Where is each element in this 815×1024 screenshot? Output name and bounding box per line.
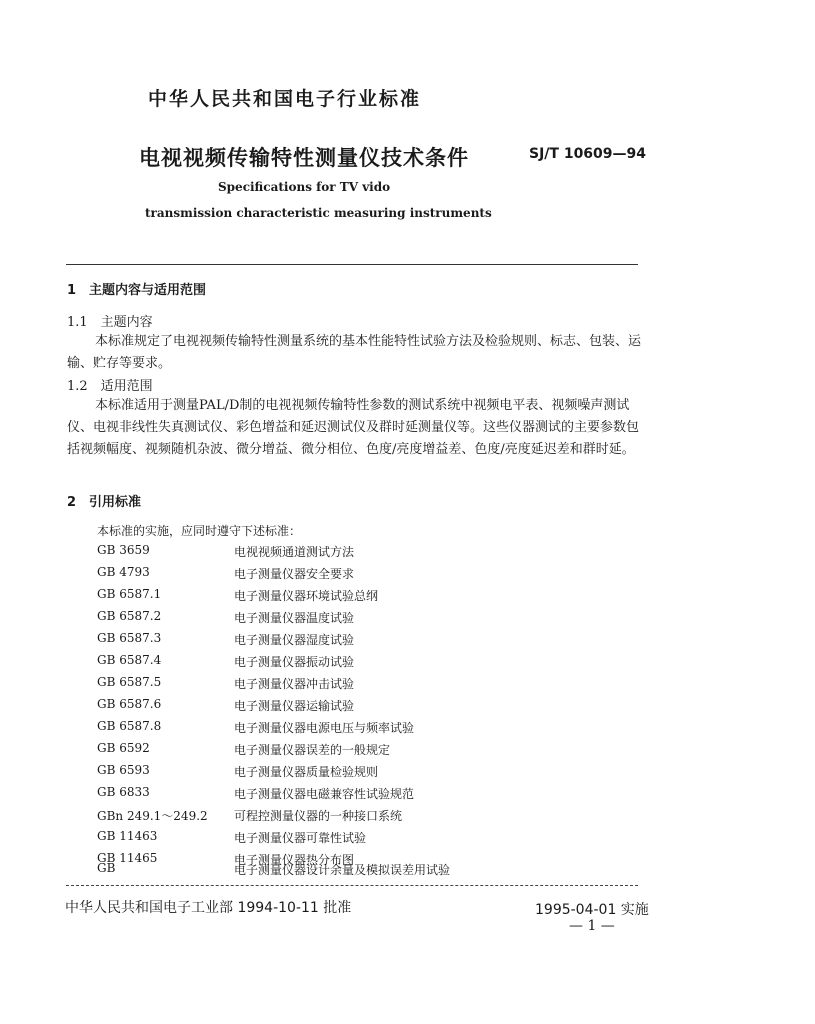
reference-row xyxy=(97,675,617,697)
reference-title: 电子测量仪器可靠性试验 xyxy=(234,831,367,845)
header-divider xyxy=(66,264,638,265)
reference-code: GBn 249.1～249.2 xyxy=(97,809,208,823)
reference-row xyxy=(97,697,617,719)
reference-title: 电子测量仪器温度试验 xyxy=(234,611,355,625)
section-1-2-heading: 1.2 适用范围 xyxy=(67,379,153,394)
reference-row xyxy=(97,609,617,631)
reference-row xyxy=(97,829,617,851)
reference-row xyxy=(97,741,617,763)
references-intro: 本标准的实施，应同时遵守下述标准： xyxy=(97,524,302,538)
reference-code: GB 6587.3 xyxy=(97,631,162,645)
reference-code: GB 6587.6 xyxy=(97,697,162,711)
section-1-heading: 1 主题内容与适用范围 xyxy=(67,283,207,298)
reference-row xyxy=(97,785,617,807)
reference-row xyxy=(97,587,617,609)
reference-row xyxy=(97,543,617,565)
reference-code: GB 6587.4 xyxy=(97,653,162,667)
section-1-1-heading: 1.1 主题内容 xyxy=(67,315,153,330)
reference-title: 可程控测量仪器的一种接口系统 xyxy=(234,809,403,823)
reference-code: GB 11463 xyxy=(97,829,158,843)
section-1-1-text: 本标准规定了电视视频传输特性测量系统的基本性能特性试验方法及检验规则、标志、包装、运输、贮存等要求。 xyxy=(67,334,642,371)
english-title-line2: transmission characteristic measuring instruments xyxy=(145,206,492,220)
reference-title: 电子测量仪器冲击试验 xyxy=(234,677,355,691)
document-title: 电视视频传输特性测量仪技术条件 xyxy=(139,146,469,170)
reference-title: 电子测量仪器运输试验 xyxy=(234,699,355,713)
page-number: — 1 — xyxy=(569,918,615,934)
reference-title: 电子测量仪器电磁兼容性试验规范 xyxy=(234,787,415,801)
approval-line: 中华人民共和国电子工业部 1994-10-11 批准 xyxy=(65,900,352,916)
reference-title: 电子测量仪器振动试验 xyxy=(234,655,355,669)
reference-title: 电子测量仪器误差的一般规定 xyxy=(234,743,391,757)
reference-title: 电子测量仪器环境试验总纲 xyxy=(234,589,379,603)
reference-row xyxy=(97,763,617,785)
reference-code: GB 6587.1 xyxy=(97,587,162,601)
reference-code: GB xyxy=(97,861,116,875)
implementation-date: 1995-04-01 实施 xyxy=(535,902,649,918)
reference-title: 电子测量仪器质量检验规则 xyxy=(234,765,379,779)
footer-divider xyxy=(66,885,638,886)
reference-code: GB 3659 xyxy=(97,543,150,557)
reference-title: 电子测量仪器电源电压与频率试验 xyxy=(234,721,415,735)
reference-code: GB 11465 xyxy=(97,851,158,865)
reference-code: GB 6587.5 xyxy=(97,675,162,689)
reference-title: 电子测量仪器设计余量及模拟误差用试验 xyxy=(234,863,451,877)
standard-number: SJ/T 10609—94 xyxy=(529,146,647,162)
reference-row xyxy=(97,631,617,653)
reference-code: GB 6592 xyxy=(97,741,150,755)
reference-code: GB 6833 xyxy=(97,785,150,799)
reference-title: 电子测量仪器热分布图 xyxy=(234,853,355,867)
reference-title: 电视视频通道测试方法 xyxy=(234,545,355,559)
issuing-body-heading: 中华人民共和国电子行业标准 xyxy=(148,88,422,110)
reference-title: 电子测量仪器安全要求 xyxy=(234,567,355,581)
reference-code: GB 4793 xyxy=(97,565,150,579)
section-2-heading: 2 引用标准 xyxy=(67,495,142,510)
reference-row xyxy=(97,719,617,741)
reference-row xyxy=(97,807,617,829)
section-1-2-text: 本标准适用于测量PAL/D制的电视视频传输特性参数的测试系统中视频电平表、视频噪声测试仪、电视非线性失真测试仪、彩色增益和延迟测试仪及群时延测量仪等。这些仪器测试的主要参数包括视频幅度、视频随机杂波、微分增益、微分相位、色度/亮度增益差、色度/亮度延迟差和群时延。 xyxy=(67,398,640,457)
reference-title: 电子测量仪器湿度试验 xyxy=(234,633,355,647)
reference-row xyxy=(97,653,617,675)
english-title-line1: Specifications for TV vido xyxy=(218,180,391,194)
reference-row xyxy=(97,861,617,883)
reference-row xyxy=(97,565,617,587)
reference-code: GB 6593 xyxy=(97,763,150,777)
reference-code: GB 6587.8 xyxy=(97,719,162,733)
reference-code: GB 6587.2 xyxy=(97,609,162,623)
